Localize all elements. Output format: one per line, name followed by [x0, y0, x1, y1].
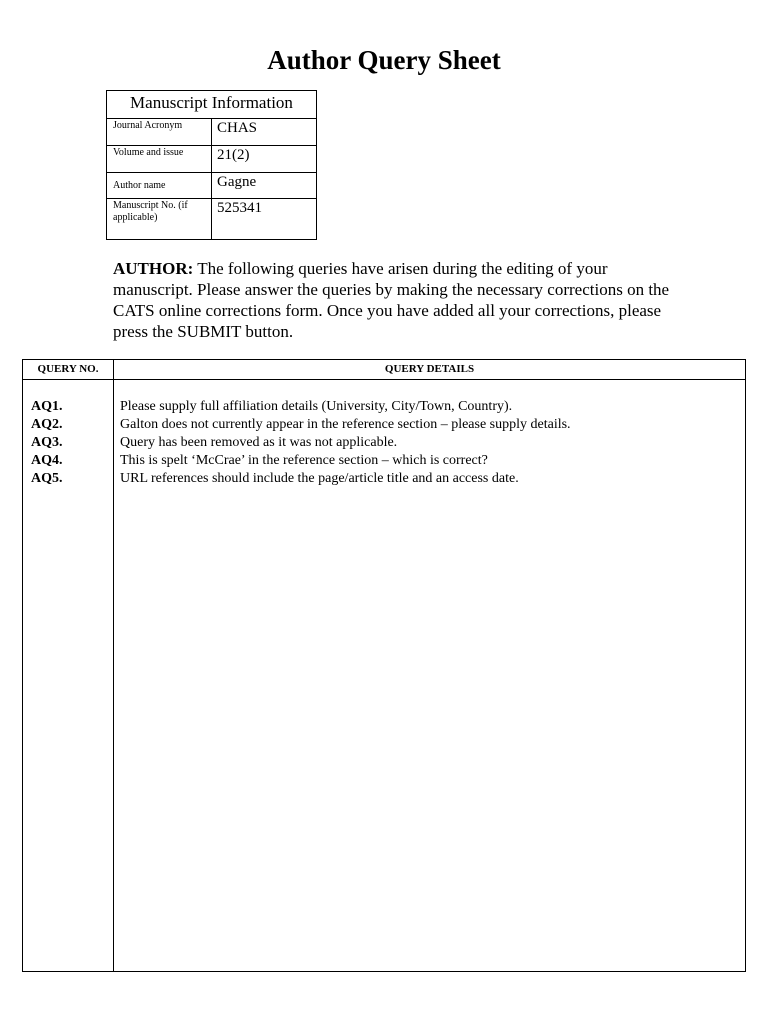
manuscript-info-heading: Manuscript Information [107, 91, 317, 119]
page-title: Author Query Sheet [267, 45, 501, 75]
instructions-text: The following queries have arisen during the editing of your manuscript. Please answer the queries by making the necessary corrections on the CATS online corrections form. Once you have added all your corrections, please press the SUBMIT button. [113, 259, 670, 341]
author-name-value: Gagne [212, 173, 317, 199]
query-table [22, 359, 746, 972]
query-number: AQ4. [31, 453, 63, 468]
manuscript-no-value: 525341 [212, 199, 317, 240]
manuscript-no-label: Manuscript No. (if applicable) [107, 199, 212, 240]
journal-acronym-value: CHAS [212, 119, 317, 146]
author-instructions [113, 258, 673, 342]
query-detail: URL references should include the page/article title and an access date. [120, 471, 519, 486]
journal-acronym-label: Journal Acronym [107, 119, 212, 146]
query-details-header: QUERY DETAILS [114, 360, 746, 380]
manuscript-info-table [106, 90, 317, 240]
query-number-column [23, 380, 114, 972]
query-detail: This is spelt ‘McCrae’ in the reference section – which is correct? [120, 453, 488, 468]
volume-issue-value: 21(2) [212, 146, 317, 173]
query-no-header: QUERY NO. [23, 360, 114, 380]
volume-issue-label: Volume and issue [107, 146, 212, 173]
query-detail: Galton does not currently appear in the reference section – please supply details. [120, 417, 571, 432]
author-lead: AUTHOR: [113, 259, 194, 278]
query-number: AQ1. [31, 399, 63, 414]
author-name-label: Author name [107, 173, 212, 199]
query-number: AQ5. [31, 471, 63, 486]
query-number: AQ3. [31, 435, 63, 450]
query-detail: Please supply full affiliation details (University, City/Town, Country). [120, 399, 513, 414]
query-details-column [114, 380, 746, 972]
query-number: AQ2. [31, 417, 63, 432]
query-detail: Query has been removed as it was not applicable. [120, 435, 398, 450]
